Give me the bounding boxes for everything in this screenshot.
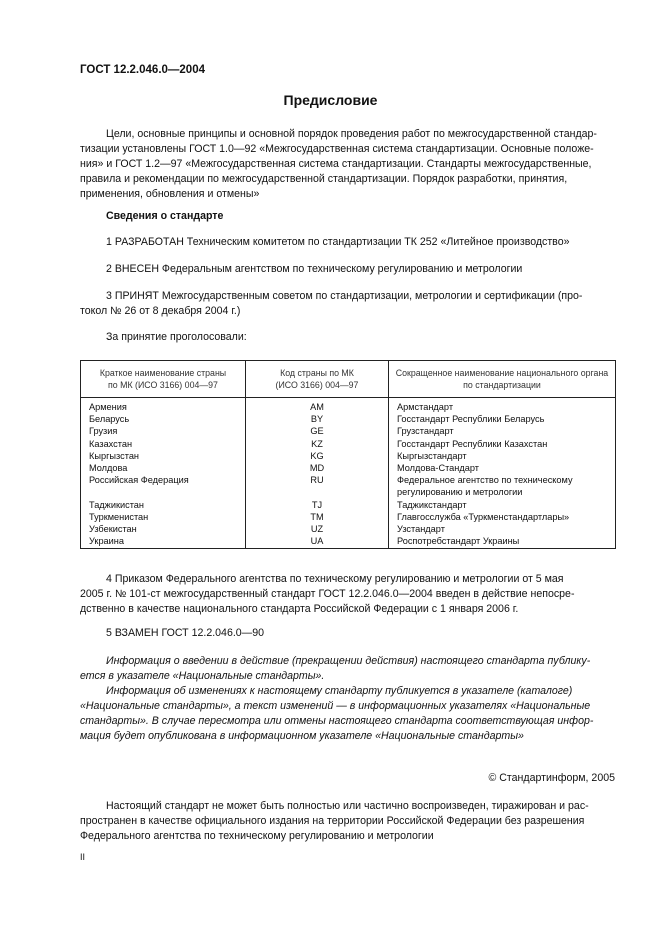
info-heading: [80, 209, 615, 224]
notice-line: Информация об изменениях к настоящему стандарту публикуется в указателе (каталоге): [106, 685, 573, 697]
cell-body: Госстандарт Республики Казахстан: [389, 438, 616, 450]
cell-country: Армения: [81, 398, 246, 414]
table-row: [81, 499, 616, 511]
vote-intro-text: За принятие проголосовали:: [106, 331, 247, 343]
header-body-line: по стандартизации: [463, 380, 541, 390]
copyright-notice: © Стандартинформ, 2005: [488, 772, 615, 784]
header-body-line: Сокращенное наименование национального органа: [395, 368, 609, 378]
header-code: [246, 361, 389, 398]
header-country-line: по МК (ИСО 3166) 004—97: [108, 380, 218, 390]
cell-body: Таджикстандарт: [389, 499, 616, 511]
item-order-line: дственно в качестве национального стандарта Российской Федерации с 1 января 2006 г.: [80, 603, 519, 615]
cell-code: RU: [246, 474, 389, 498]
cell-body: Госстандарт Республики Беларусь: [389, 413, 616, 425]
table-row: [81, 462, 616, 474]
item-adopted-line: 3 ПРИНЯТ Межгосударственным советом по стандартизации, метрологии и сертификации (про-: [106, 290, 583, 302]
rights-line: пространен в качестве официального издания на территории Российской Федерации без разрешения: [80, 815, 585, 827]
notice-line: ется в указателе «Национальные стандарты».: [80, 670, 325, 682]
info-heading-text: Сведения о стандарте: [106, 210, 224, 222]
item-submitted-text: 2 ВНЕСЕН Федеральным агентством по техническому регулированию и метрологии: [106, 263, 523, 275]
cell-body-line: Федеральное агентство по техническому: [397, 475, 573, 486]
cell-code: TM: [246, 511, 389, 523]
cell-body: Главгосслужба «Туркменстандартлары»: [389, 511, 616, 523]
table-row: [81, 474, 616, 498]
table-row: [81, 535, 616, 549]
header-code-line: (ИСО 3166) 004—97: [275, 380, 359, 390]
cell-code: KG: [246, 450, 389, 462]
intro-paragraph: [80, 127, 615, 202]
notice-line: мация будет опубликована в информационном указателе «Национальные стандарты»: [80, 730, 524, 742]
item-developed: [80, 235, 615, 250]
item-adopted-line: токол № 26 от 8 декабря 2004 г.): [80, 305, 241, 317]
item-adopted: [80, 289, 615, 319]
notice-line: Информация о введении в действие (прекращении действия) настоящего стандарта публику-: [106, 655, 591, 667]
table-row: [81, 425, 616, 437]
header-body: [389, 361, 616, 398]
cell-body: [389, 474, 616, 498]
cell-country: Туркменистан: [81, 511, 246, 523]
cell-code: UA: [246, 535, 389, 549]
vote-intro: [80, 330, 615, 345]
cell-country: Узбекистан: [81, 523, 246, 535]
rights-line: Настоящий стандарт не может быть полностью или частично воспроизведен, тиражирован и рас-: [106, 800, 589, 812]
header-country: [81, 361, 246, 398]
intro-line: ния» и ГОСТ 1.2—97 «Межгосударственная система стандартизации. Стандарты межгосударственные,: [80, 158, 592, 170]
cell-country: Молдова: [81, 462, 246, 474]
cell-body: Роспотребстандарт Украины: [389, 535, 616, 549]
cell-country: Казахстан: [81, 438, 246, 450]
document-header: ГОСТ 12.2.046.0—2004: [80, 64, 205, 76]
cell-body: Узстандарт: [389, 523, 616, 535]
table-row: [81, 450, 616, 462]
item-replaces-text: 5 ВЗАМЕН ГОСТ 12.2.046.0—90: [106, 627, 265, 639]
header-country-line: Краткое наименование страны: [99, 368, 227, 378]
intro-line: правила и рекомендации по межгосударственной стандартизации. Порядок разработки, принятия,: [80, 173, 568, 185]
page-title: Предисловие: [283, 92, 378, 108]
item-order: [80, 572, 615, 617]
header-code-line: Код страны по МК: [280, 368, 354, 378]
page-number: II: [80, 852, 86, 862]
cell-country: Кыргызстан: [81, 450, 246, 462]
table-row: [81, 511, 616, 523]
notice-line: стандарты». В случае пересмотра или отмены настоящего стандарта соответствующая инфор-: [80, 715, 594, 727]
cell-country: Беларусь: [81, 413, 246, 425]
intro-line: тизации установлены ГОСТ 1.0—92 «Межгосударственная система стандартизации. Основные положе-: [80, 143, 594, 155]
voting-table: [80, 360, 616, 549]
item-order-line: 4 Приказом Федерального агентства по техническому регулированию и метрологии от 5 мая: [106, 573, 564, 585]
cell-code: UZ: [246, 523, 389, 535]
table-row: [81, 523, 616, 535]
item-submitted: [80, 262, 615, 277]
notice-line: «Национальные стандарты», а текст изменений — в информационных указателях «Национальные: [80, 700, 591, 712]
cell-code: TJ: [246, 499, 389, 511]
intro-line: Цели, основные принципы и основной порядок проведения работ по межгосударственной стандар-: [106, 128, 597, 140]
table-header-row: [81, 361, 616, 398]
table-row: [81, 438, 616, 450]
cell-code: MD: [246, 462, 389, 474]
rights-paragraph: [80, 799, 615, 844]
item-developed-text: 1 РАЗРАБОТАН Техническим комитетом по стандартизации ТК 252 «Литейное производство»: [106, 236, 570, 248]
cell-country: Таджикистан: [81, 499, 246, 511]
cell-body-line: регулированию и метрологии: [397, 487, 523, 498]
intro-line: применения, обновления и отмены»: [80, 188, 260, 200]
cell-code: BY: [246, 413, 389, 425]
cell-code: KZ: [246, 438, 389, 450]
rights-line: Федерального агентства по техническому регулированию и метрологии: [80, 830, 434, 842]
cell-country: Российская Федерация: [81, 474, 246, 498]
cell-body: Армстандарт: [389, 398, 616, 414]
table-row: [81, 413, 616, 425]
notice-paragraph: [80, 654, 615, 744]
cell-country: Грузия: [81, 425, 246, 437]
cell-body: Кыргызстандарт: [389, 450, 616, 462]
cell-country: Украина: [81, 535, 246, 549]
cell-code: AM: [246, 398, 389, 414]
cell-body: Грузстандарт: [389, 425, 616, 437]
item-replaces: [80, 626, 615, 641]
item-order-line: 2005 г. № 101-ст межгосударственный стандарт ГОСТ 12.2.046.0—2004 введен в действие непосре-: [80, 588, 575, 600]
table-row: [81, 398, 616, 414]
cell-body: Молдова-Стандарт: [389, 462, 616, 474]
cell-code: GE: [246, 425, 389, 437]
